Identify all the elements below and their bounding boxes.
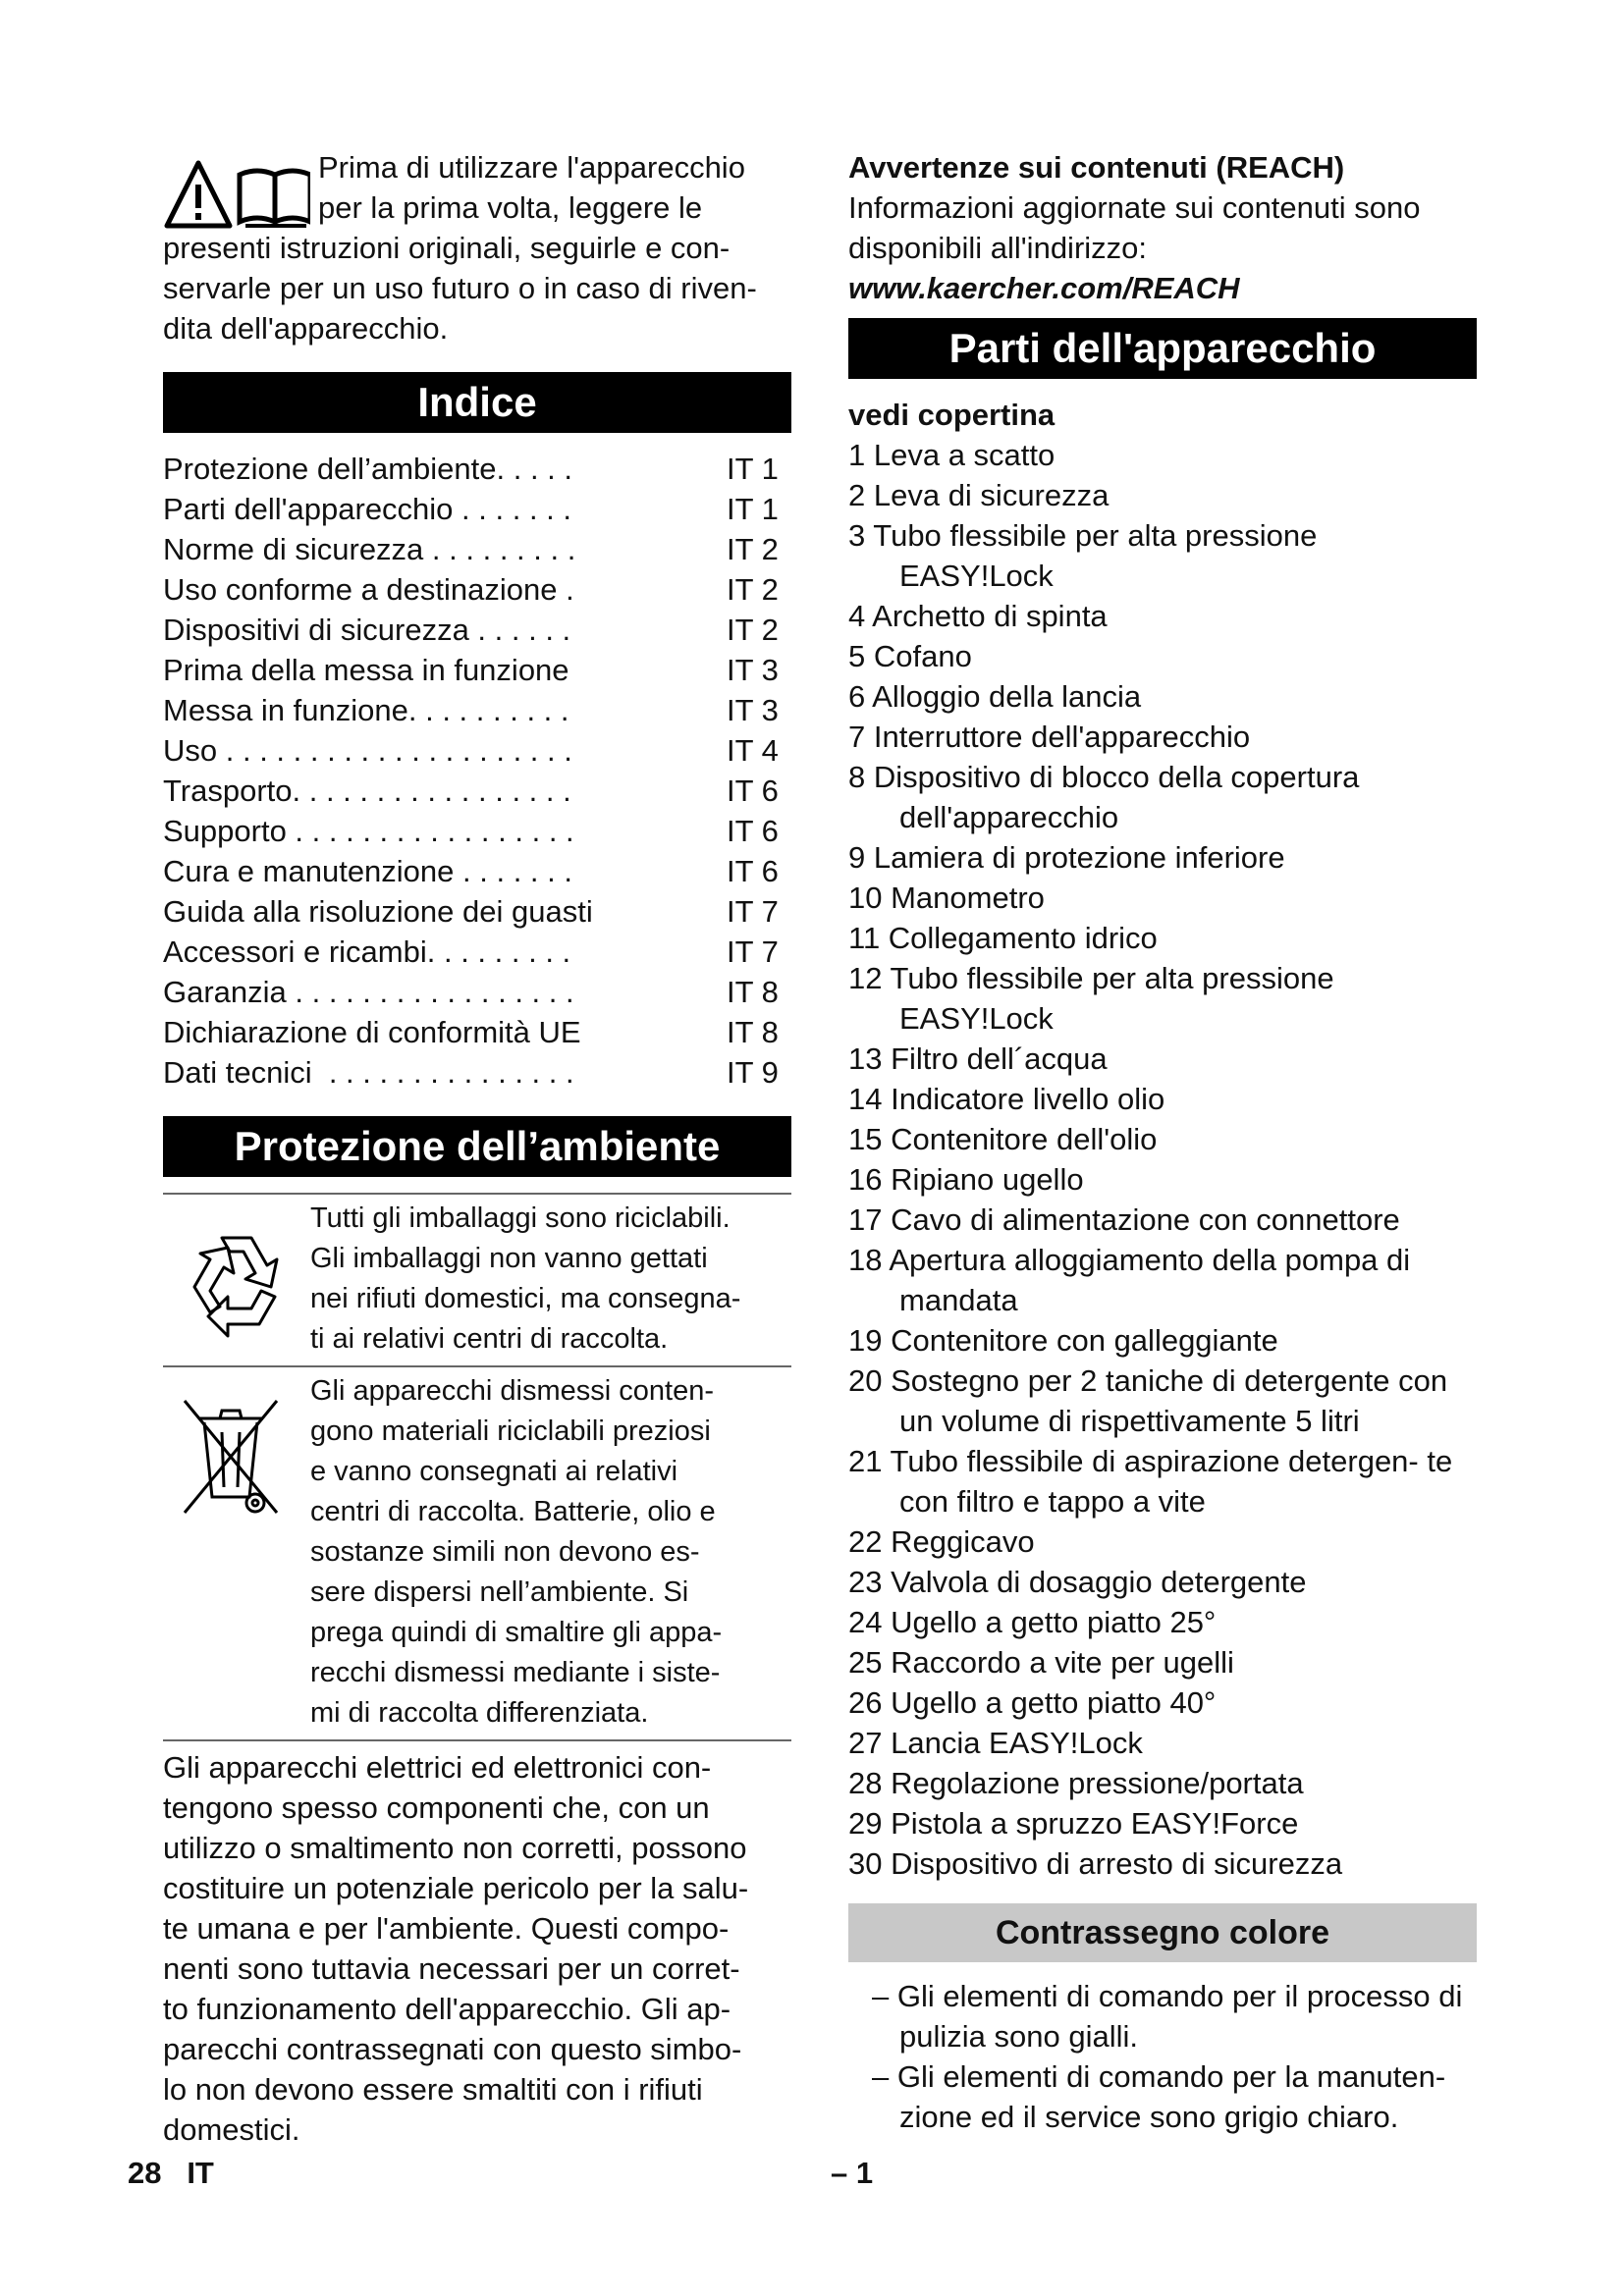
- paragraph-line: costituire un potenziale pericolo per la salu-: [163, 1871, 749, 1905]
- env-line: gono materiali riciclabili preziosi: [310, 1415, 711, 1447]
- toc-label: Prima della messa in funzione: [163, 653, 569, 687]
- toc-row[interactable]: [163, 972, 791, 1012]
- env-line: ti ai relativi centri di raccolta.: [310, 1323, 669, 1355]
- part-item: 17 Cavo di alimentazione con connettore: [848, 1202, 1400, 1237]
- toc-page: IT 2: [727, 613, 779, 647]
- intro-line: per la prima volta, leggere le: [318, 190, 703, 225]
- paragraph-line: Gli apparecchi elettrici ed elettronici con-: [163, 1750, 712, 1785]
- index-list: [163, 449, 791, 1093]
- toc-page: IT 7: [727, 894, 779, 929]
- env-recycling-block: [163, 1193, 791, 1365]
- warning-manual-icon: [163, 153, 310, 230]
- env-line: Tutti gli imballaggi sono riciclabili.: [310, 1202, 731, 1234]
- env-line: sostanze simili non devono es-: [310, 1536, 700, 1568]
- toc-page: IT 8: [727, 1015, 779, 1049]
- intro: [163, 147, 791, 348]
- paragraph-line: utilizzo o smaltimento non corretti, possono: [163, 1831, 747, 1865]
- reach-title: Avvertenze sui contenuti (REACH): [848, 150, 1345, 185]
- part-item: 1 Leva a scatto: [848, 438, 1056, 472]
- recycle-icon: [173, 1218, 300, 1346]
- toc-page: IT 3: [727, 653, 779, 687]
- part-item: 3 Tubo flessibile per alta pressione EASY!Lock: [848, 518, 1318, 593]
- part-item: 21 Tubo flessibile di aspirazione detergen- te con filtro e tappo a vite: [848, 1444, 1453, 1519]
- intro-line: Prima di utilizzare l'apparecchio: [318, 150, 745, 185]
- part-item: 26 Ugello a getto piatto 40°: [848, 1685, 1217, 1720]
- env-line: e vanno consegnati ai relativi: [310, 1456, 678, 1487]
- right-column: [848, 147, 1477, 2137]
- env-line: sere dispersi nell’ambiente. Si: [310, 1576, 689, 1608]
- parts-heading: Parti dell'apparecchio: [848, 318, 1477, 379]
- toc-row[interactable]: [163, 1052, 791, 1093]
- part-item: 5 Cofano: [848, 639, 972, 673]
- env-line: Gli apparecchi dismessi conten-: [310, 1375, 715, 1407]
- paragraph-line: lo non devono essere smaltiti con i rifiuti: [163, 2072, 703, 2107]
- env-paragraph: [163, 1739, 791, 2150]
- left-column: [163, 147, 791, 2150]
- part-item: 18 Apertura alloggiamento della pompa di mandata: [848, 1243, 1411, 1317]
- toc-page: IT 6: [727, 814, 779, 848]
- toc-label: Uso conforme a destinazione .: [163, 572, 574, 607]
- paragraph-line: tengono spesso componenti che, con un: [163, 1790, 710, 1825]
- env-line: nei rifiuti domestici, ma consegna-: [310, 1283, 741, 1314]
- part-item: 4 Archetto di spinta: [848, 599, 1108, 633]
- intro-line: presenti istruzioni originali, seguirle e con-: [163, 231, 731, 265]
- crossed-bin-icon: [177, 1389, 285, 1526]
- toc-label: Dispositivi di sicurezza . . . . . .: [163, 613, 571, 647]
- toc-row[interactable]: [163, 811, 791, 851]
- toc-label: Uso . . . . . . . . . . . . . . . . . . . . .: [163, 733, 572, 768]
- part-item: 14 Indicatore livello olio: [848, 1082, 1165, 1116]
- environment-heading: Protezione dell’ambiente: [163, 1116, 791, 1177]
- toc-row[interactable]: [163, 569, 791, 610]
- index-heading: Indice: [163, 372, 791, 433]
- toc-page: IT 7: [727, 934, 779, 969]
- toc-page: IT 9: [727, 1055, 779, 1090]
- parts-subtitle: vedi copertina: [848, 398, 1056, 432]
- env-line: recchi dismessi mediante i siste-: [310, 1657, 721, 1688]
- toc-row[interactable]: [163, 449, 791, 489]
- toc-row[interactable]: [163, 489, 791, 529]
- paragraph-line: parecchi contrassegnati con questo simbo-: [163, 2032, 742, 2066]
- reach-url-link[interactable]: www.kaercher.com/REACH: [848, 271, 1240, 305]
- toc-row[interactable]: [163, 1012, 791, 1052]
- toc-page: IT 3: [727, 693, 779, 727]
- env-line: Gli imballaggi non vanno gettati: [310, 1243, 708, 1274]
- reach-line: disponibili all'indirizzo:: [848, 231, 1148, 265]
- toc-label: Dichiarazione di conformità UE: [163, 1015, 581, 1049]
- env-disposal-block: [163, 1365, 791, 1739]
- toc-row[interactable]: [163, 730, 791, 771]
- part-item: 19 Contenitore con galleggiante: [848, 1323, 1278, 1358]
- toc-row[interactable]: [163, 932, 791, 972]
- part-item: 6 Alloggio della lancia: [848, 679, 1142, 714]
- reach-line: Informazioni aggiornate sui contenuti sono: [848, 190, 1421, 225]
- toc-label: Parti dell'apparecchio . . . . . . .: [163, 492, 572, 526]
- toc-page: IT 6: [727, 854, 779, 888]
- part-item: 29 Pistola a spruzzo EASY!Force: [848, 1806, 1299, 1841]
- part-item: 30 Dispositivo di arresto di sicurezza: [848, 1846, 1343, 1881]
- paragraph-line: nenti sono tuttavia necessari per un corret-: [163, 1951, 740, 1986]
- toc-label: Dati tecnici . . . . . . . . . . . . . . .: [163, 1055, 574, 1090]
- toc-label: Trasporto. . . . . . . . . . . . . . . . .: [163, 774, 571, 808]
- toc-page: IT 4: [727, 733, 779, 768]
- env-line: centri di raccolta. Batterie, olio e: [310, 1496, 716, 1527]
- part-item: 23 Valvola di dosaggio detergente: [848, 1565, 1307, 1599]
- color-code-item: – Gli elementi di comando per il processo di pulizia sono gialli.: [872, 1979, 1463, 2054]
- part-item: 12 Tubo flessibile per alta pressione EASY!Lock: [848, 961, 1334, 1036]
- part-item: 9 Lamiera di protezione inferiore: [848, 840, 1285, 875]
- part-item: 20 Sostegno per 2 taniche di detergente con un volume di rispettivamente 5 litri: [848, 1363, 1448, 1438]
- paragraph-line: domestici.: [163, 2112, 300, 2147]
- footer-page-label: 28 IT: [128, 2156, 214, 2190]
- part-item: 13 Filtro dell´acqua: [848, 1041, 1108, 1076]
- env-line: prega quindi di smaltire gli appa-: [310, 1617, 723, 1648]
- toc-page: IT 1: [727, 492, 779, 526]
- toc-label: Accessori e ricambi. . . . . . . . .: [163, 934, 571, 969]
- toc-label: Norme di sicurezza . . . . . . . . .: [163, 532, 576, 566]
- toc-row[interactable]: [163, 610, 791, 650]
- part-item: 28 Regolazione pressione/portata: [848, 1766, 1304, 1800]
- toc-row[interactable]: [163, 771, 791, 811]
- toc-page: IT 2: [727, 572, 779, 607]
- paragraph-line: te umana e per l'ambiente. Questi compo-: [163, 1911, 730, 1946]
- toc-page: IT 6: [727, 774, 779, 808]
- toc-row[interactable]: [163, 891, 791, 932]
- part-item: 27 Lancia EASY!Lock: [848, 1726, 1143, 1760]
- toc-label: Messa in funzione. . . . . . . . . .: [163, 693, 569, 727]
- part-item: 24 Ugello a getto piatto 25°: [848, 1605, 1217, 1639]
- parts-list: [848, 435, 1477, 1884]
- part-item: 7 Interruttore dell'apparecchio: [848, 720, 1251, 754]
- toc-row[interactable]: [163, 690, 791, 730]
- footer-page-number: – 1: [831, 2156, 874, 2190]
- toc-row[interactable]: [163, 529, 791, 569]
- paragraph-line: to funzionamento dell'apparecchio. Gli ap-: [163, 1992, 731, 2026]
- toc-page: IT 8: [727, 975, 779, 1009]
- toc-page: IT 1: [727, 452, 779, 486]
- color-code-item: – Gli elementi di comando per la manuten- zione ed il service sono grigio chiaro.: [872, 2059, 1446, 2134]
- toc-page: IT 2: [727, 532, 779, 566]
- toc-label: Supporto . . . . . . . . . . . . . . . . .: [163, 814, 574, 848]
- toc-label: Garanzia . . . . . . . . . . . . . . . . .: [163, 975, 574, 1009]
- part-item: 8 Dispositivo di blocco della copertura dell'apparecchio: [848, 760, 1360, 834]
- intro-line: dita dell'apparecchio.: [163, 311, 449, 346]
- env-line: mi di raccolta differenziata.: [310, 1697, 649, 1729]
- part-item: 25 Raccordo a vite per ugelli: [848, 1645, 1234, 1680]
- intro-line: servarle per un uso futuro o in caso di riven-: [163, 271, 757, 305]
- part-item: 22 Reggicavo: [848, 1524, 1035, 1559]
- color-code-heading: Contrassegno colore: [848, 1903, 1477, 1962]
- part-item: 16 Ripiano ugello: [848, 1162, 1084, 1197]
- toc-row[interactable]: [163, 650, 791, 690]
- toc-row[interactable]: [163, 851, 791, 891]
- part-item: 2 Leva di sicurezza: [848, 478, 1110, 512]
- part-item: 10 Manometro: [848, 881, 1045, 915]
- toc-label: Cura e manutenzione . . . . . . .: [163, 854, 572, 888]
- toc-label: Protezione dell’ambiente. . . . .: [163, 452, 573, 486]
- part-item: 15 Contenitore dell'olio: [848, 1122, 1158, 1156]
- toc-label: Guida alla risoluzione dei guasti: [163, 894, 593, 929]
- part-item: 11 Collegamento idrico: [848, 921, 1158, 955]
